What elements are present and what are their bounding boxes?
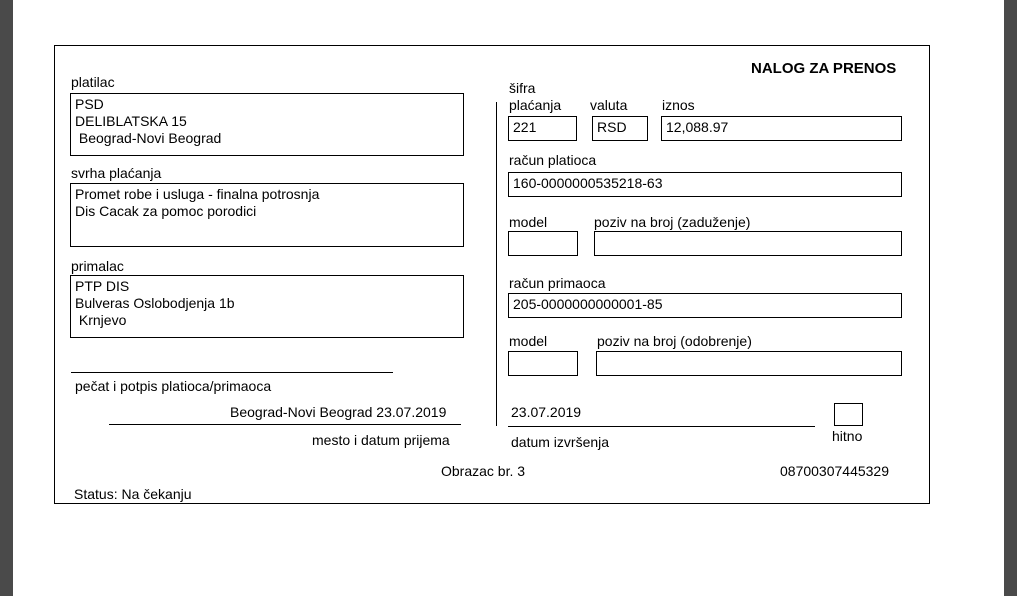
place-date-value: Beograd-Novi Beograd 23.07.2019 [230, 404, 447, 420]
payer-account-field: 160-0000000535218-63 [508, 172, 902, 197]
payment-code-label-2: plaćanja [509, 97, 562, 113]
signature-line [71, 372, 393, 373]
place-date-label: mesto i datum prijema [312, 432, 450, 448]
form-title: NALOG ZA PRENOS [751, 60, 897, 77]
purpose-line: Dis Cacak za pomoc porodici [75, 203, 257, 219]
recipient-line: Krnjevo [75, 312, 127, 328]
model-field-2 [508, 351, 578, 376]
recipient-account-field: 205-0000000000001-85 [508, 293, 902, 318]
payer-account-label: račun platioca [509, 152, 597, 168]
execution-date-value: 23.07.2019 [511, 404, 582, 420]
payer-line: Beograd-Novi Beograd [75, 130, 222, 146]
place-date-line [109, 424, 461, 425]
purpose-line: Promet robe i usluga - finalna potrosnja [75, 186, 320, 202]
status-text: Status: Na čekanju [74, 486, 192, 502]
payer-label: platilac [71, 74, 115, 90]
reference-credit-field [596, 351, 902, 376]
payment-code-label: šifra [509, 80, 536, 96]
model-field-1 [508, 231, 578, 256]
recipient-account-label: račun primaoca [509, 275, 606, 291]
recipient-box [70, 275, 464, 338]
form-number: Obrazac br. 3 [441, 463, 526, 479]
execution-date-label: datum izvršenja [511, 434, 610, 450]
currency-field: RSD [592, 116, 648, 141]
payment-order-form [54, 45, 930, 504]
purpose-box [70, 183, 464, 247]
model-label-1: model [509, 214, 548, 230]
amount-field: 12,088.97 [661, 116, 902, 141]
recipient-label: primalac [71, 258, 124, 274]
reference-debit-field [594, 231, 902, 256]
reference-credit-label: poziv na broj (odobrenje) [597, 333, 752, 349]
column-divider [496, 102, 497, 426]
payer-box [70, 93, 464, 156]
payment-code-field: 221 [508, 116, 577, 141]
currency-label: valuta [590, 97, 628, 113]
urgent-checkbox [834, 403, 863, 426]
reference-debit-label: poziv na broj (zaduženje) [594, 214, 751, 230]
payer-line: DELIBLATSKA 15 [75, 113, 187, 129]
reference-number: 08700307445329 [780, 463, 890, 479]
document-page [13, 0, 1004, 596]
stamp-signature-label: pečat i potpis platioca/primaoca [75, 378, 272, 394]
amount-label: iznos [662, 97, 695, 113]
recipient-line: Bulveras Oslobodjenja 1b [75, 295, 235, 311]
urgent-label: hitno [832, 428, 863, 444]
execution-date-line [508, 426, 815, 427]
payer-line: PSD [75, 96, 104, 112]
model-label-2: model [509, 333, 548, 349]
recipient-line: PTP DIS [75, 278, 130, 294]
purpose-label: svrha plaćanja [71, 165, 162, 181]
